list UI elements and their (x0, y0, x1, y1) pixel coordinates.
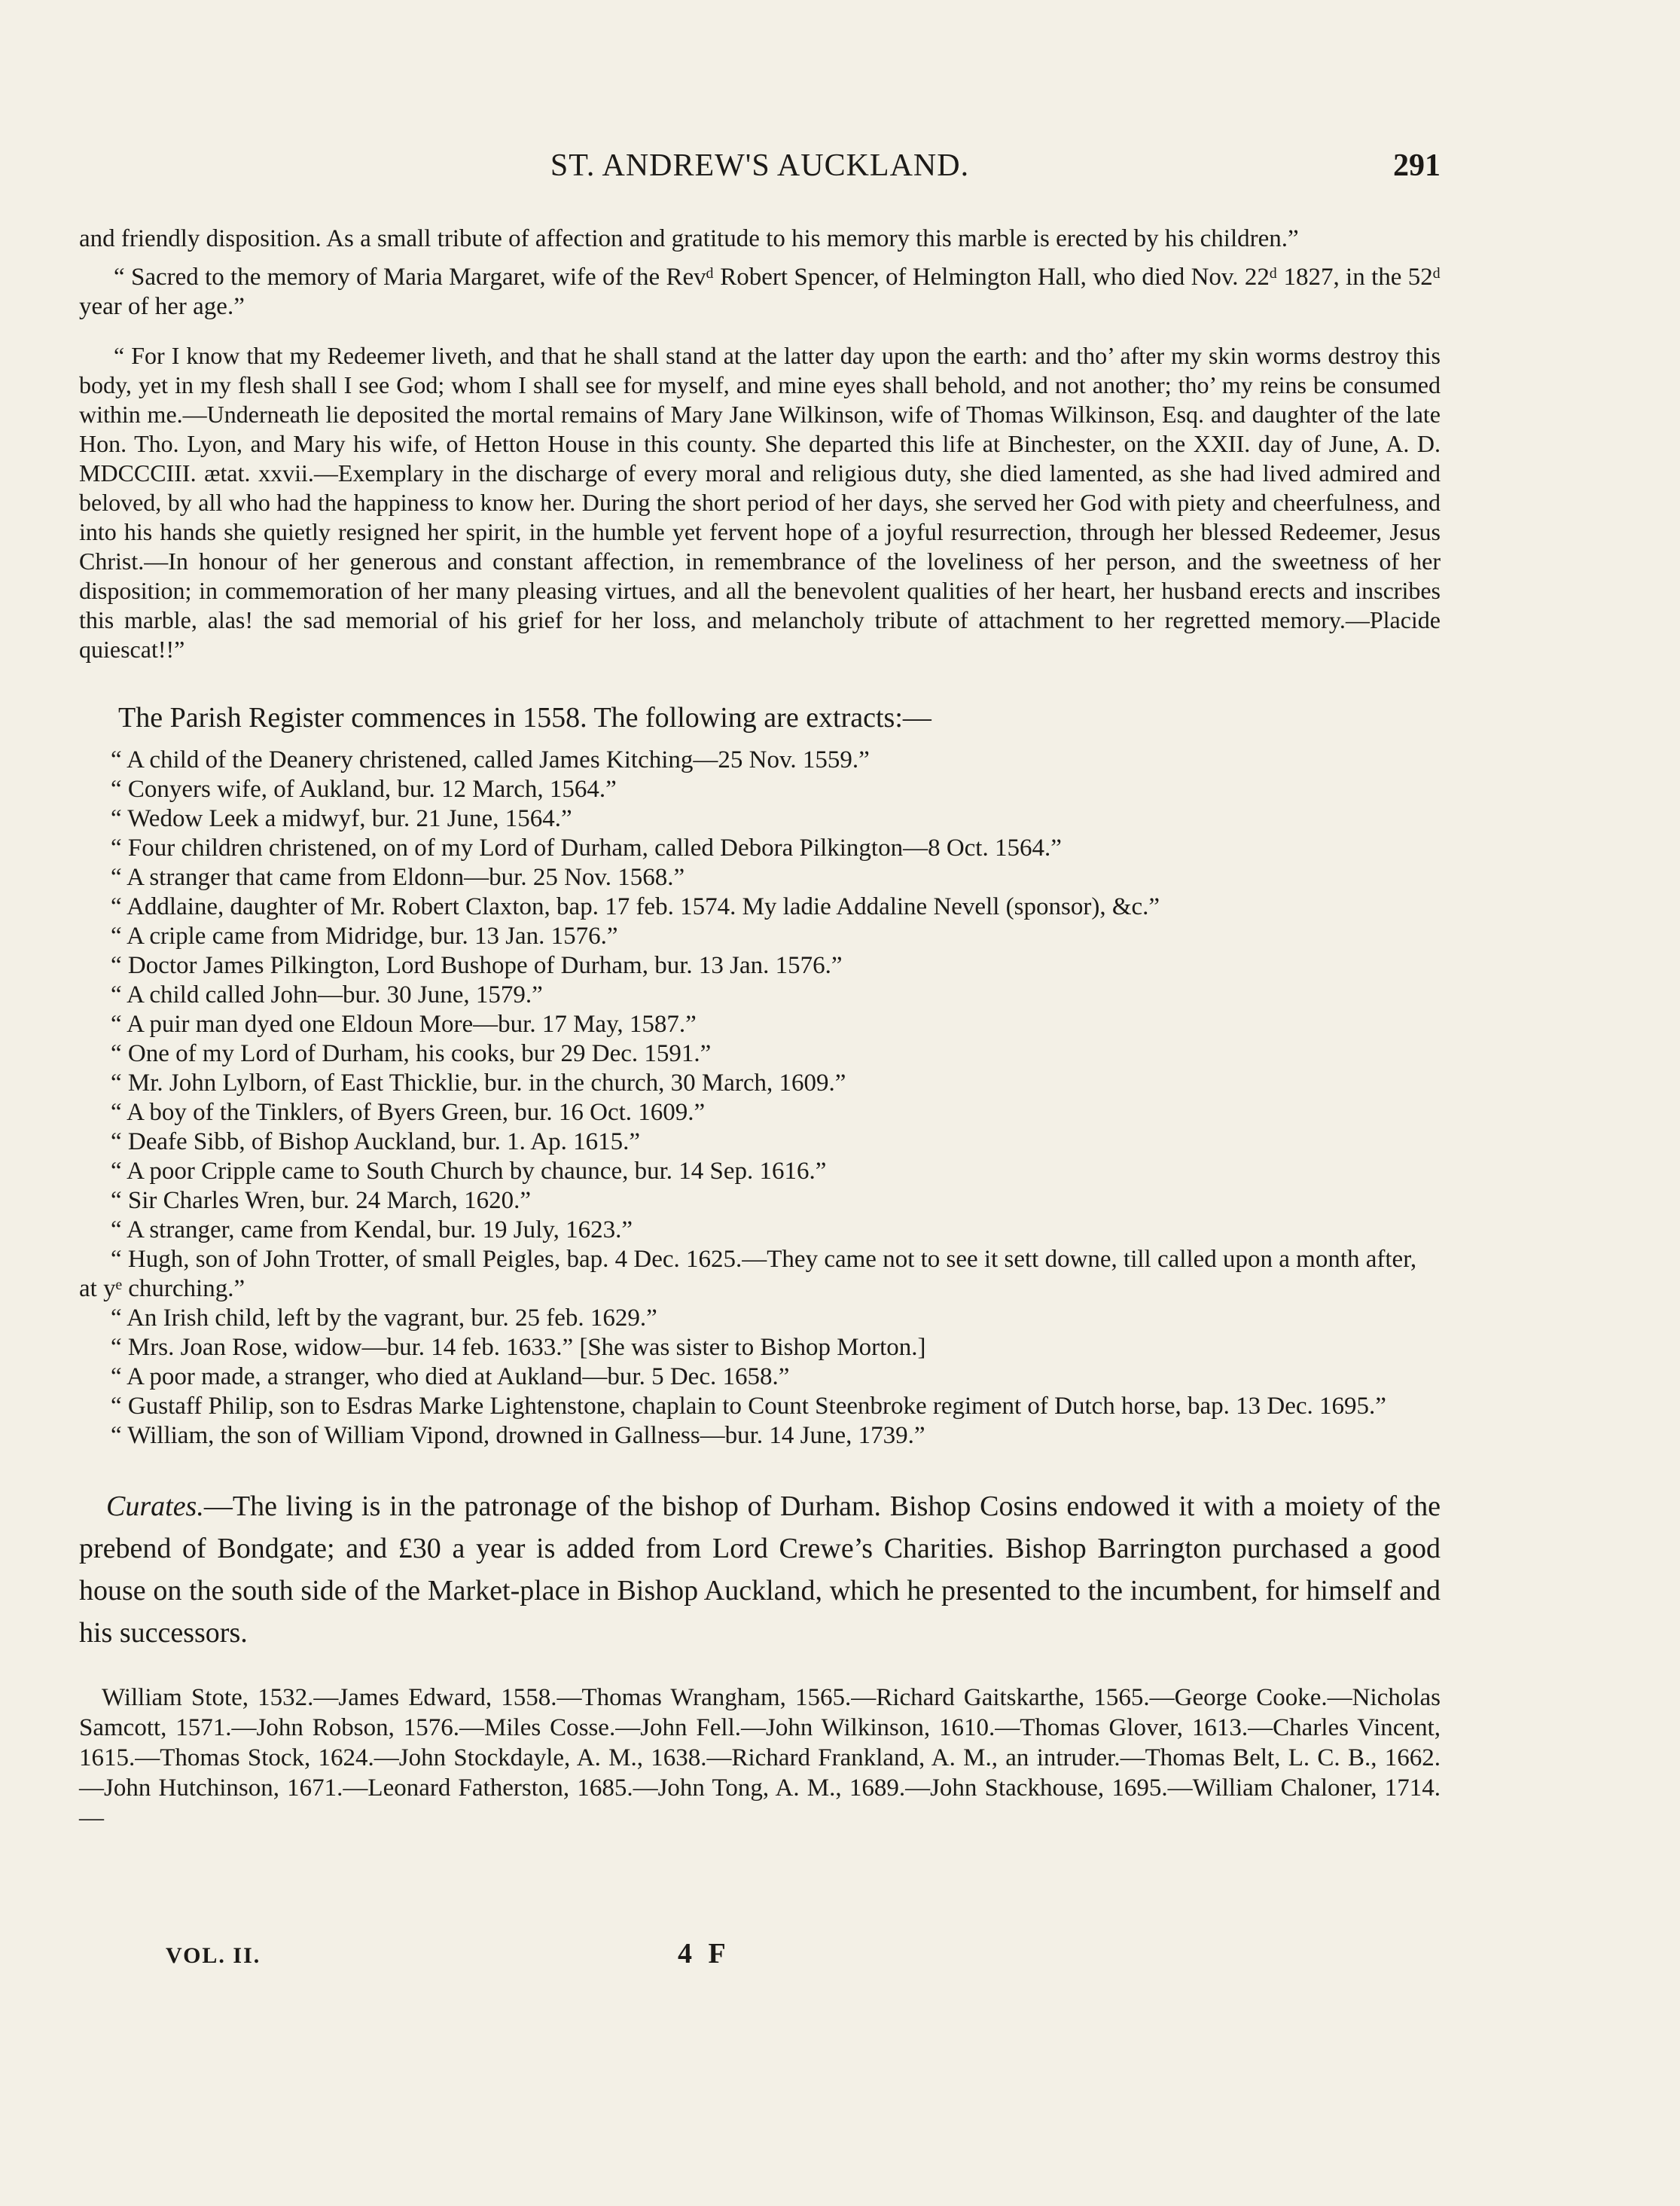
paragraph-continuation: and friendly disposition. As a small tribute of affection and gratitude to his memory this marble is erected by his children.” (79, 225, 1299, 252)
curates-text: —The living is in the patronage of the bishop of Durham. Bishop Cosins endowed it with a moiety of the prebend of Bondgate; and £30 a year is added from Lord Crewe’s Charities. Bishop Barrington purchased a good house on the south side of the Market-place in Bishop Auckland, which he presented to the incumbent, for himself and his successors. (79, 1490, 1441, 1649)
register-extract: “ Addlaine, daughter of Mr. Robert Claxton, bap. 17 feb. 1574. My ladie Addaline Nevell (sponsor), &c.” (111, 893, 1160, 920)
register-extract: “ A boy of the Tinklers, of Byers Green, bur. 16 Oct. 1609.” (111, 1099, 706, 1126)
register-intro: The Parish Register commences in 1558. The following are extracts:— (118, 702, 931, 734)
page-body (79, 224, 1441, 1858)
signature-mark: 4 F (678, 1938, 730, 1970)
paragraph-spencer-inscription: “ Sacred to the memory of Maria Margaret, wife of the Revᵈ Robert Spencer, of Helmington Hall, who died Nov. 22ᵈ 1827, in the 52ᵈ year of her age.” (79, 264, 1441, 320)
register-extract: “ A criple came from Midridge, bur. 13 Jan. 1576.” (111, 923, 618, 950)
curates-heading: Curates. (106, 1490, 204, 1522)
register-extract: “ Mrs. Joan Rose, widow—bur. 14 feb. 1633.” [She was sister to Bishop Morton.] (111, 1334, 926, 1361)
running-title: ST. ANDREW'S AUCKLAND. (550, 148, 970, 183)
register-extract: “ William, the son of William Vipond, drowned in Gallness—bur. 14 June, 1739.” (111, 1422, 925, 1449)
page-footer (166, 1938, 919, 1981)
register-extract: “ Mr. John Lylborn, of East Thicklie, bur. in the church, 30 March, 1609.” (111, 1069, 846, 1097)
register-extract: “ Four children christened, on of my Lord of Durham, called Debora Pilkington—8 Oct. 1564.” (111, 834, 1062, 862)
register-extract: “ A poor Cripple came to South Church by chaunce, bur. 14 Sep. 1616.” (111, 1158, 827, 1185)
curates-list: William Stote, 1532.—James Edward, 1558.—Thomas Wrangham, 1565.—Richard Gaitskarthe, 1565.—George Cooke.—Nicholas Samcott, 1571.—John Robson, 1576.—Miles Cosse.—John Fell.—John Wilkinson, 1610.—Thomas Glover, 1613.—Charles Vincent, 1615.—Thomas Stock, 1624.—John Stockdayle, A. M., 1638.—Richard Frankland, A. M., an intruder.—Thomas Belt, L. C. B., 1662.—John Hutchinson, 1671.—Leonard Fatherston, 1685.—John Tong, A. M., 1689.—John Stackhouse, 1695.—William Chaloner, 1714.— (79, 1684, 1441, 1832)
register-extract: “ One of my Lord of Durham, his cooks, bur 29 Dec. 1591.” (111, 1040, 712, 1067)
register-extract: “ A stranger that came from Eldonn—bur. 25 Nov. 1568.” (111, 864, 685, 891)
register-extract: “ Hugh, son of John Trotter, of small Peigles, bap. 4 Dec. 1625.—They came not to see it sett downe, till called upon a month after, at yᵉ churching.” (79, 1246, 1417, 1302)
register-extract: “ An Irish child, left by the vagrant, bur. 25 feb. 1629.” (111, 1304, 657, 1332)
register-extracts (79, 746, 1441, 1451)
register-extract: “ A poor made, a stranger, who died at Aukland—bur. 5 Dec. 1658.” (111, 1363, 790, 1390)
register-extract: “ Sir Charles Wren, bur. 24 March, 1620.” (111, 1187, 532, 1214)
register-extract: “ Deafe Sibb, of Bishop Auckland, bur. 1. Ap. 1615.” (111, 1128, 640, 1155)
volume-label: VOL. II. (166, 1943, 261, 1968)
register-extract: “ A puir man dyed one Eldoun More—bur. 17 May, 1587.” (111, 1011, 697, 1038)
curates-paragraph (79, 1485, 1441, 1654)
paragraph-wilkinson-inscription: “ For I know that my Redeemer liveth, and that he shall stand at the latter day upon the earth: and tho’ after my skin worms destroy this body, yet in my flesh shall I see God; whom I shall see for myself, and mine eyes shall behold, and not another; tho’ my reins be consumed within me.—Underneath lie deposited the mortal remains of Mary Jane Wilkinson, wife of Thomas Wilkinson, Esq. and daughter of the late Hon. Tho. Lyon, and Mary his wife, of Hetton House in this county. She departed this life at Binchester, on the XXII. day of June, A. D. MDCCCIII. ætat. xxvii.—Exemplary in the discharge of every moral and religious duty, she died lamented, as she had lived admired and beloved, by all who had the happiness to know her. During the short period of her days, she served her God with piety and cheerfulness, and into his hands she quietly resigned her spirit, in the humble yet fervent hope of a joyful resurrection, through her blessed Redeemer, Jesus Christ.—In honour of her generous and constant affection, in remembrance of the loveliness of her person, and the sweetness of her disposition; in commemoration of her many pleasing virtues, and all the benevolent qualities of her heart, her husband erects and inscribes this marble, alas! the sad memorial of his grief for her loss, and melancholy tribute of attachment to her regretted memory.—Placide quiescat!!” (79, 342, 1441, 663)
register-extract: “ A stranger, came from Kendal, bur. 19 July, 1623.” (111, 1216, 633, 1243)
register-extract: “ Gustaff Philip, son to Esdras Marke Lightenstone, chaplain to Count Steenbroke regiment of Dutch horse, bap. 13 Dec. 1695.” (111, 1393, 1386, 1420)
register-extract: “ Conyers wife, of Aukland, bur. 12 March, 1564.” (111, 776, 617, 803)
register-extract: “ Doctor James Pilkington, Lord Bushope of Durham, bur. 13 Jan. 1576.” (111, 952, 843, 979)
register-extract: “ Wedow Leek a midwyf, bur. 21 June, 1564.” (111, 805, 572, 832)
register-extract: “ A child of the Deanery christened, called James Kitching—25 Nov. 1559.” (111, 746, 870, 773)
page-number: 291 (1393, 148, 1441, 183)
running-head (79, 148, 1441, 193)
register-extract: “ A child called John—bur. 30 June, 1579.” (111, 981, 543, 1008)
